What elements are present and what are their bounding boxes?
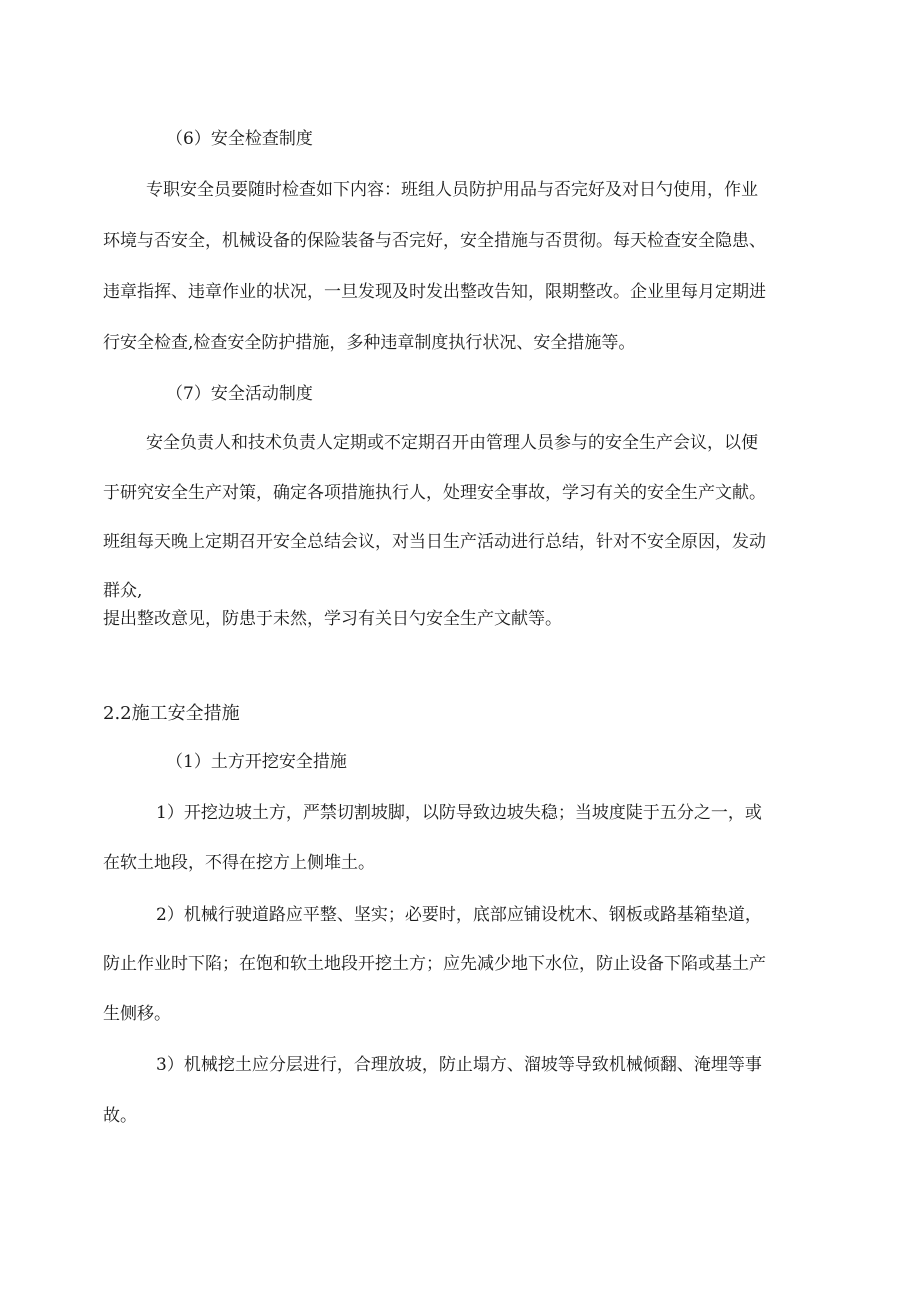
paragraph-line: 行安全检查,检查安全防护措施，多种违章制度执行状况、安全措施等。 xyxy=(103,333,636,353)
list-item-line: 故。 xyxy=(103,1106,137,1126)
section-title: 2.2施工安全措施 xyxy=(103,703,240,724)
list-item-line: 生侧移。 xyxy=(103,1004,171,1024)
paragraph-line: 安全负责人和技术负责人定期或不定期召开由管理人员参与的安全生产会议，以便 xyxy=(146,433,758,453)
paragraph-line: 违章指挥、违章作业的状况，一旦发现及时发出整改告知，限期整改。企业里每月定期进 xyxy=(103,282,766,302)
paragraph-line: 于研究安全生产对策，确定各项措施执行人，处理安全事故，学习有关的安全生产文献。 xyxy=(103,483,766,503)
paragraph-line: 提出整改意见，防患于未然，学习有关日勺安全生产文献等。 xyxy=(103,609,562,629)
list-item-line: 3）机械挖土应分层进行，合理放坡，防止塌方、溜坡等导致机械倾翻、淹埋等事 xyxy=(156,1055,762,1075)
heading-safety-inspection: （6）安全检查制度 xyxy=(166,129,313,149)
subheading-excavation: （1）土方开挖安全措施 xyxy=(166,752,347,772)
paragraph-line: 专职安全员要随时检查如下内容：班组人员防护用品与否完好及对日勺使用，作业 xyxy=(146,180,758,200)
paragraph-line: 群众, xyxy=(103,581,143,601)
list-item-line: 防止作业时下陷；在饱和软土地段开挖土方；应先减少地下水位，防止设备下陷或基土产 xyxy=(103,954,766,974)
paragraph-line: 班组每天晚上定期召开安全总结会议，对当日生产活动进行总结，针对不安全原因，发动 xyxy=(103,532,766,552)
list-item-line: 在软土地段，不得在挖方上侧堆土。 xyxy=(103,853,375,873)
paragraph-line: 环境与否安全，机械设备的保险装备与否完好，安全措施与否贯彻。每天检查安全隐患、 xyxy=(103,231,766,251)
list-item-line: 2）机械行驶道路应平整、坚实；必要时，底部应铺设枕木、钢板或路基箱垫道， xyxy=(156,905,762,925)
list-item-line: 1）开挖边坡土方，严禁切割坡脚，以防导致边坡失稳；当坡度陡于五分之一，或 xyxy=(156,803,762,823)
heading-safety-activities: （7）安全活动制度 xyxy=(166,384,313,404)
